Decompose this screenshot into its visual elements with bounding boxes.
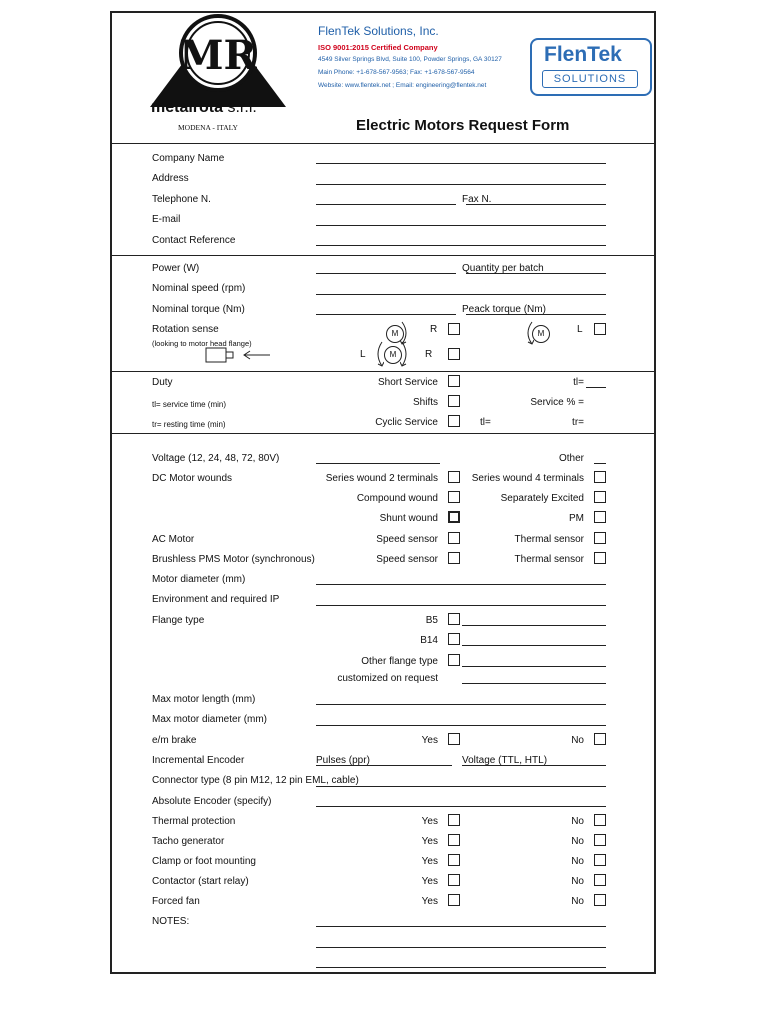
checkbox-cyclic-service[interactable] <box>448 415 460 427</box>
label-r-1: R <box>430 324 438 335</box>
checkbox-shifts[interactable] <box>448 395 460 407</box>
label-dc-motor: DC Motor wounds <box>152 473 233 484</box>
label-no: No <box>571 816 584 827</box>
field-b14[interactable] <box>462 645 606 646</box>
field-peak-torque[interactable] <box>466 314 606 315</box>
label-flange-type: Flange type <box>152 615 205 626</box>
field-other-flange[interactable] <box>462 666 606 667</box>
label-cyclic-service: Cyclic Service <box>375 417 438 428</box>
label-speed-sensor-bl: Speed sensor <box>376 554 438 565</box>
label-no: No <box>571 896 584 907</box>
label-environment: Environment and required IP <box>152 594 280 605</box>
label-yes: Yes <box>421 876 438 887</box>
field-voltage[interactable] <box>316 463 440 464</box>
field-notes-3[interactable] <box>316 967 606 968</box>
field-nominal-speed[interactable] <box>316 294 606 295</box>
checkbox-forced-fan-no[interactable] <box>594 894 606 906</box>
form-title: Electric Motors Request Form <box>356 117 570 134</box>
field-nominal-torque[interactable] <box>316 314 456 315</box>
checkbox-other-flange[interactable] <box>448 654 460 666</box>
label-duty: Duty <box>152 377 173 388</box>
field-motor-diameter[interactable] <box>316 584 606 585</box>
label-series-4: Series wound 4 terminals <box>471 473 584 484</box>
divider <box>112 143 654 144</box>
label-tl-note: tl= service time (min) <box>152 400 227 409</box>
label-service-pct: Service % = <box>530 397 584 408</box>
label-motor-diameter: Motor diameter (mm) <box>152 574 246 585</box>
checkbox-thermal-protection-yes[interactable] <box>448 814 460 826</box>
field-telephone[interactable] <box>316 204 456 205</box>
company-phone: Main Phone: +1-678-567-9563; Fax: +1-678-567-9564 <box>318 69 475 76</box>
label-short-service: Short Service <box>377 377 438 388</box>
metalrota-name: metalrota <box>151 99 224 116</box>
metalrota-suffix: s.r.l. <box>227 99 257 116</box>
label-separately: Separately Excited <box>500 493 584 504</box>
label-no: No <box>571 856 584 867</box>
company-name-header: FlenTek Solutions, Inc. <box>318 24 439 38</box>
label-nominal-torque: Nominal torque (Nm) <box>152 304 245 315</box>
label-brake-no: No <box>571 735 584 746</box>
field-max-length[interactable] <box>316 704 606 705</box>
label-brushless: Brushless PMS Motor (synchronous) <box>152 554 315 565</box>
field-absolute-encoder[interactable] <box>316 806 606 807</box>
label-b14: B14 <box>420 635 438 646</box>
metalrota-logo <box>148 13 288 133</box>
label-no: No <box>571 836 584 847</box>
label-thermal-sensor-bl: Thermal sensor <box>514 554 584 565</box>
label-pulses: Pulses (ppr) <box>316 755 370 766</box>
flentek-logo <box>530 38 652 96</box>
label-ac-motor: AC Motor <box>152 534 195 545</box>
checkbox-contactor-no[interactable] <box>594 874 606 886</box>
checkbox-tacho-generator-no[interactable] <box>594 834 606 846</box>
checkbox-clamp-mounting-no[interactable] <box>594 854 606 866</box>
label-tl-eq: tl= <box>573 377 584 388</box>
checkbox-thermal-sensor-ac[interactable] <box>594 532 606 544</box>
field-notes-1[interactable] <box>316 926 606 927</box>
checkbox-rotation-r-2[interactable] <box>448 348 460 360</box>
label-tr-note: tr= resting time (min) <box>152 420 226 429</box>
checkbox-forced-fan-yes[interactable] <box>448 894 460 906</box>
checkbox-tacho-generator-yes[interactable] <box>448 834 460 846</box>
label-power: Power (W) <box>152 263 200 274</box>
metalrota-emblem-icon <box>148 13 288 113</box>
label-nominal-speed: Nominal speed (rpm) <box>152 283 246 294</box>
request-form <box>110 11 656 974</box>
label-thermal-protection: Thermal protection <box>152 816 236 827</box>
checkbox-short-service[interactable] <box>448 375 460 387</box>
field-customized[interactable] <box>462 683 606 684</box>
label-contactor: Contactor (start relay) <box>152 876 249 887</box>
label-compound: Compound wound <box>356 493 438 504</box>
checkbox-b14[interactable] <box>448 633 460 645</box>
label-forced-fan: Forced fan <box>152 896 200 907</box>
label-yes: Yes <box>421 816 438 827</box>
label-enc-voltage: Voltage (TTL, HTL) <box>462 755 548 766</box>
field-enc-voltage[interactable] <box>462 765 606 766</box>
label-brake: e/m brake <box>152 735 197 746</box>
divider <box>112 433 654 434</box>
company-web: Website: www.flentek.net ; Email: engineering@flentek.net <box>318 82 487 89</box>
label-telephone: Telephone N. <box>152 194 211 205</box>
checkbox-contactor-yes[interactable] <box>448 874 460 886</box>
label-max-length: Max motor length (mm) <box>152 694 256 705</box>
metalrota-name-line <box>151 99 257 117</box>
checkbox-b5[interactable] <box>448 613 460 625</box>
checkbox-rotation-r-1[interactable] <box>448 323 460 335</box>
label-thermal-sensor-ac: Thermal sensor <box>514 534 584 545</box>
field-fax[interactable] <box>466 204 606 205</box>
motor-symbol: M <box>386 325 404 343</box>
flentek-logo-bottom: SOLUTIONS <box>542 70 638 88</box>
field-company-name[interactable] <box>316 163 606 164</box>
label-max-diameter: Max motor diameter (mm) <box>152 714 268 725</box>
label-brake-yes: Yes <box>421 735 438 746</box>
label-l-1: L <box>577 324 583 335</box>
label-address: Address <box>152 173 189 184</box>
checkbox-thermal-sensor-bl[interactable] <box>594 552 606 564</box>
flentek-logo-top: FlenTek <box>544 43 622 66</box>
label-shunt: Shunt wound <box>379 513 438 524</box>
label-pm: PM <box>569 513 584 524</box>
field-tl[interactable] <box>586 387 606 388</box>
checkbox-separately[interactable] <box>594 491 606 503</box>
checkbox-rotation-l-1[interactable] <box>594 323 606 335</box>
field-quantity[interactable] <box>466 273 606 274</box>
field-connector[interactable] <box>316 786 606 787</box>
field-max-diameter[interactable] <box>316 725 606 726</box>
field-power[interactable] <box>316 273 456 274</box>
label-yes: Yes <box>421 836 438 847</box>
label-other-flange: Other flange type <box>361 656 438 667</box>
checkbox-thermal-protection-no[interactable] <box>594 814 606 826</box>
field-other-voltage[interactable] <box>594 463 606 464</box>
rotation-arrow-cw-icon <box>400 339 412 369</box>
field-b5[interactable] <box>462 625 606 626</box>
checkbox-pm[interactable] <box>594 511 606 523</box>
divider <box>112 255 654 256</box>
company-address: 4549 Silver Springs Blvd, Suite 100, Powder Springs, GA 30127 <box>318 56 502 63</box>
label-voltage: Voltage (12, 24, 48, 72, 80V) <box>152 453 280 464</box>
field-pulses[interactable] <box>316 765 452 766</box>
checkbox-brake-yes[interactable] <box>448 733 460 745</box>
field-environment[interactable] <box>316 605 606 606</box>
label-clamp-mounting: Clamp or foot mounting <box>152 856 256 867</box>
label-series-2: Series wound 2 terminals <box>325 473 438 484</box>
label-peak-torque: Peack torque (Nm) <box>462 304 546 315</box>
field-address[interactable] <box>316 184 606 185</box>
label-other: Other <box>558 453 584 464</box>
label-notes: NOTES: <box>152 916 190 927</box>
label-rotation-sense: Rotation sense <box>152 324 219 335</box>
label-quantity: Quantity per batch <box>462 263 544 274</box>
label-customized: customized on request <box>337 673 438 684</box>
checkbox-clamp-mounting-yes[interactable] <box>448 854 460 866</box>
label-company-name: Company Name <box>152 153 225 164</box>
label-tacho-generator: Tacho generator <box>152 836 225 847</box>
field-notes-2[interactable] <box>316 947 606 948</box>
label-r-2: R <box>425 349 433 360</box>
label-l-2: L <box>360 349 366 360</box>
motor-flange-icon <box>204 346 272 364</box>
label-email: E-mail <box>152 214 181 225</box>
label-tl-cyclic: tl= <box>480 417 491 428</box>
motor-symbol: M <box>532 325 550 343</box>
label-rotation-note: (looking to motor head flange) <box>152 339 252 348</box>
label-fax: Fax N. <box>462 194 492 205</box>
rotation-arrow-ccw-icon <box>372 339 384 369</box>
iso-certification: ISO 9001:2015 Certified Company <box>318 43 438 52</box>
divider <box>112 371 654 372</box>
label-b5: B5 <box>425 615 438 626</box>
field-contact-reference[interactable] <box>316 245 606 246</box>
label-speed-sensor-ac: Speed sensor <box>376 534 438 545</box>
label-tr-eq: tr= <box>572 417 584 428</box>
metalrota-location: MODENA - ITALY <box>178 123 238 132</box>
checkbox-brake-no[interactable] <box>594 733 606 745</box>
checkbox-series-4[interactable] <box>594 471 606 483</box>
motor-symbol: M <box>384 346 402 364</box>
label-connector: Connector type (8 pin M12, 12 pin EML, cable) <box>152 775 359 786</box>
label-yes: Yes <box>421 856 438 867</box>
metalrota-logo-text: MR <box>179 32 257 79</box>
label-encoder: Incremental Encoder <box>152 755 245 766</box>
label-contact-reference: Contact Reference <box>152 235 236 246</box>
label-yes: Yes <box>421 896 438 907</box>
label-shifts: Shifts <box>412 397 438 408</box>
label-absolute-encoder: Absolute Encoder (specify) <box>152 796 272 807</box>
label-no: No <box>571 876 584 887</box>
field-email[interactable] <box>316 225 606 226</box>
